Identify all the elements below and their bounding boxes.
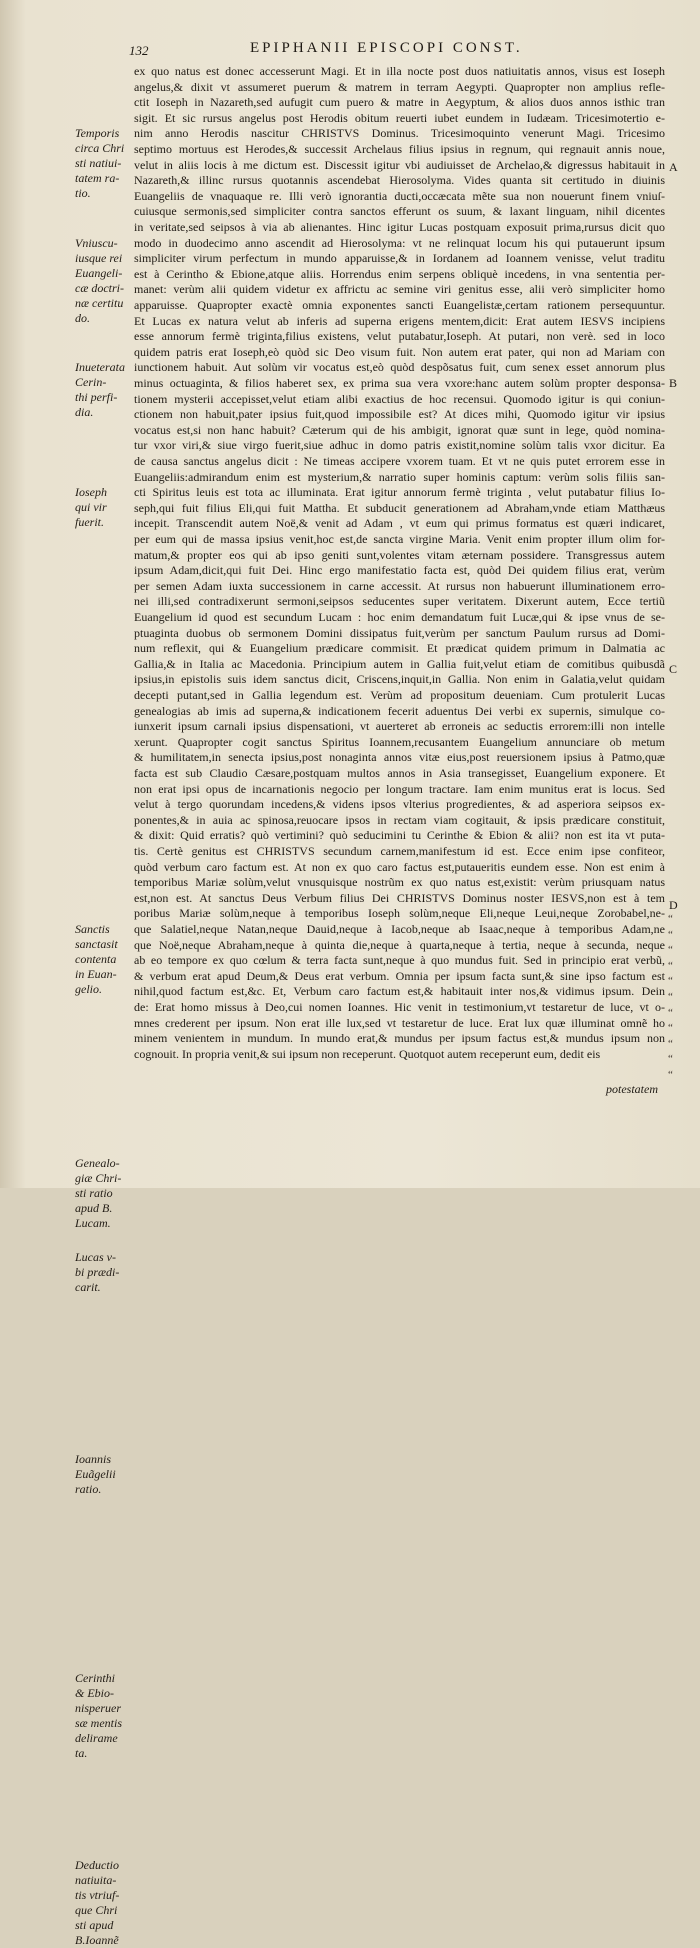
body-line: per eum qui de massa ipsius venit,hoc est,de sancta virgine Maria. Venit enim propter illum olim for- xyxy=(134,532,665,546)
body-line: decepti putant,sed in Gallia legendum est. Verùm ad propositum deueniam. Cum protulerit Lucas xyxy=(134,688,665,702)
body-line: per semen Adam iuxta successionem in carne accessit. At rursus non habuerunt illuminationem erro- xyxy=(134,578,665,593)
body-line: vocatus est,si non hanc habuit? Cæterum qui de his ambigit, ignorat quæ sunt in lege, quòd nomina- xyxy=(134,422,665,437)
body-line: septimo mortuus est Herodes,& successit Archelaus filius ipsius in regnum, qui regnauit annis noue, xyxy=(134,142,665,156)
running-head: EPIPHANII EPISCOPI CONST. xyxy=(250,40,523,56)
body-line: ctit Ioseph in Nazareth,sed aufugit cum puero & matre in Aegyptum, & alios duos annos isthic tran xyxy=(134,95,665,110)
page-number: 132 xyxy=(129,43,149,58)
body-line: est,non est. At sanctus Deus Verbum filius Dei CHRISTVS Dominus noster IESVS,non est à tem xyxy=(134,890,665,905)
body-line: Euangelium id quod est secundum Lucam : hoc enim demandatum fuit Lucæ,qui & ipse vnus de se- xyxy=(134,610,665,624)
body-line: nei illi,sed contradixerunt sermoni,seipsos seducentes super veritatem. Dixerunt autem, Ecce tertiũ xyxy=(134,594,665,609)
body-line: & verbum erat apud Deum,& Deus erat verbum. Omnia per ipsum facta sunt,& sine ipso factum est xyxy=(134,968,665,983)
body-line: cuiusque sermonis,sed simpliciter contra sanctos efferunt os suum, & laxant linguam, nihil dicentes xyxy=(134,204,665,219)
body-line: temporibus Mariæ solùm,velut vnusquisque nostrũm ex quo natus est,existit: verùm priusquam natus xyxy=(134,875,665,890)
body-line: Euangeliis:admirandum enim est mysterium,& narratio super hominis captum: verùm solis filiis san- xyxy=(134,469,665,484)
margin-note: Ioseph qui vir fuerit. xyxy=(75,485,107,530)
body-line: num reflexit, qui & Euangelium prædicare commisit. Et prædicat quidem primum in Dalmatia ac xyxy=(134,641,665,656)
body-line: que Noë,neque Abraham,neque à quinta die,neque à quarta,neque à tertia, neque à secunda, neque xyxy=(134,937,665,952)
margin-note: Deductio natiuita- tis vtriuf- que Chri sti apud B.Ioannẽ xyxy=(75,1858,120,1947)
catchword: potestatem xyxy=(606,1082,658,1096)
body-line: xerunt. Quapropter cogit sanctus Spiritus Ioannem,recusantem Euangelium annunciare ob metum xyxy=(134,734,665,749)
margin-note: Sanctis sanctasit contenta in Euan- gelio. xyxy=(75,922,118,996)
body-line: & dixit: Quid erratis? quò vertimini? quò seducimini tu Cerinthe & Ebion & alii? non est ita vt puta- xyxy=(134,828,665,843)
body-line: que Salatiel,neque Natan,neque Dauid,neque à Iacob,neque ab Isaac,neque à temporibus Adam,ne xyxy=(134,922,665,936)
body-line: poribus Mariæ solùm,neque à temporibus Ioseph solùm,neque Eli,neque Leui,neque Zorobabel,ne- xyxy=(134,906,665,921)
body-line: minus octuaginta, & filios haberet sex, ex prima sua vera vxore:hanc autem solùm propter desponsa- xyxy=(134,376,665,390)
section-letter: B xyxy=(669,376,678,390)
body-line: cti Spiritus leuis est tota ac illuminata. Erat igitur annorum fermè triginta , velut putabatur filius Io- xyxy=(134,485,665,500)
body-line: de causa sanctus angelus dicit : Ne timeas accipere vxorem tuam. Et vt ne quis putet errorem esse in xyxy=(134,454,665,468)
body-line: tur vxor viri,& siue virgo fuerit,siue adhuc in domo patris existit,nomine solùm talis vxor dicitur. Ea xyxy=(134,438,665,453)
body-line: ex quo natus est donec accesserunt Magi. Et in illa nocte post duos natiuitatis annos, visus est Ioseph xyxy=(134,64,665,78)
body-line: ipsius,in epistolis suis idem sanctus dicit, Criscens,inquit,in Gallia. Non enim in Galatia,velut quidam xyxy=(134,672,665,687)
margin-note: Cerinthi & Ebio- nisperuer sæ mentis delirame ta. xyxy=(75,1670,123,1760)
body-line: mnes crederent per ipsum. Non erat ille lux,sed vt testaretur de luce. Erat lux quæ illuminat omnẽ ho xyxy=(134,1015,665,1030)
body-line: facta est sub Claudio Cæsare,postquam multos annos in Asia transegisset, Euangelium exponere. Et xyxy=(134,766,665,780)
section-letter: D xyxy=(669,898,678,912)
margin-note: Genealo- giæ Chri- sti ratio apud B. Lucam. xyxy=(75,1156,122,1230)
body-line: non erat ipsi opus de incarnationis negocio per longum tractare. Iam enim munitus erat is locus. Sed xyxy=(134,781,665,796)
body-line: quòd verbum caro factum est. At non ex quo caro factus est,putaueritis eundem esse. Non est enim à xyxy=(134,859,665,874)
body-line: nim anno Herodis nascitur CHRISTVS Dominus. Tricesimoquinto venerunt Magi. Tricesimo xyxy=(134,126,665,141)
body-line: quidem patris erat Ioseph,eò quòd sic Deo visum fuit. Non autem erat pater, qui non ad Mariam con xyxy=(134,344,665,359)
body-line: seph,qui fuit filius Eli,qui fuit Mattha. Et subducit generationem ad Abraham,vnde etiam Matthæus xyxy=(134,500,665,515)
body-line: in veritate,sed seipsos à via ab alienantes. Hinc igitur Lucas postquam exposuit prima,rursus dicit quo xyxy=(134,220,665,234)
body-line: angelus,& dixit vt assumeret puerum & matrem in terram Aegypti. Quapropter non amplius refle- xyxy=(134,79,665,94)
body-line: manet: verùm alii quidem videtur ex affrictu ac semine viri genitus esse, alii verò simpliciter homo xyxy=(134,282,665,297)
body-line: iunxerit ipsum carnali ipsius dispensationi, vt auerteret ab erroneis ac seductis errorem:illi non intelle xyxy=(134,719,665,734)
body-line: de: Erat homo missus à Deo,cui nomen Ioannes. Hic venit in testimonium,vt testaretur de luce, vt o- xyxy=(134,1000,665,1014)
body-line: tis. Certè genitus est CHRISTVS secundum carnem,manifestum id est. Ecce enim ipse confiteor, xyxy=(134,844,665,858)
body-line: Et Lucas ex natura velut ab inferis ad superna erigens mentem,dicit: Erat autem IESVS incipiens xyxy=(134,313,665,328)
body-line: incepit. Transcendit autem Noë,& venit ad Adam , vt eum qui primus formatus est quæri indicaret, xyxy=(134,516,665,531)
body-line: nihil,quod factum est,&c. Et, Verbum caro factum est,& habitauit inter nos,& vidimus ipsum. Dein xyxy=(134,984,665,999)
margin-note: Lucas v- bi prædi- carit. xyxy=(75,1249,120,1294)
margin-note: Vniuscu- iusque rei Euangeli- cæ doctri- næ certitu do. xyxy=(75,235,124,325)
body-line: & humilitatem,in senecta ipsius,post nonaginta annos vitæ eius,post reuersionem ipsius à Patmo,quæ xyxy=(134,750,665,765)
body-line: modo in duodecimo anno ascendit ad Hierosolyma: vt ne relinquat locum his qui putauerunt ipsum xyxy=(134,235,665,250)
quote-marks: “ “ “ “ “ “ “ “ “ “ “ xyxy=(668,913,673,1081)
body-line: ctionem non habuit,pater ipsius fuit,quod impossibile est? At dices mihi, Quomodo igitur vir ipsius xyxy=(134,407,665,422)
body-line: ab eo tempore ex quo cœlum & terra facta sunt,neque à quo mundus fuit. Sed in principio erat verbũ, xyxy=(134,953,665,968)
body-line: Gallia,& in Italia ac Macedonia. Principium autem in Gallia fuit,velut etiam de comitibus quibusdã xyxy=(134,656,665,671)
body-line: ptuaginta duobus ob sermonem Domini dissipatus fuit,verùm per sanctum Paulum rursus ad Domi- xyxy=(134,625,665,640)
body-line: velut à tergo quorundam incedens,& videns ipsos vlterius progredientes, & ad asperiora seipsos ex- xyxy=(134,797,665,812)
body-line: minem venientem in mundum. In mundo erat,& mundus per ipsum factus est,& mundus ipsum non xyxy=(134,1031,665,1046)
margin-note: Temporis circa Chri sti natiui- tatem ra- tio. xyxy=(75,126,125,201)
body-line: cognouit. In propria venit,& sui ipsum non receperunt. Quotquot autem receperunt eum, dedit eis xyxy=(134,1046,601,1061)
body-line: Euangeliis de vnaquaque re. Illi verò ignorantia ducti,occæcata mẽte sua non nouerunt finem vniuſ- xyxy=(134,188,665,203)
body-line: ponentes,& in auia ac spinosa,reuocare ipsos in rectam viam cogitauit, & ipsis prædicare constituit, xyxy=(134,812,665,827)
body-line: apparuisse. Quapropter exactè omnia exponentes sancti Euangelistæ,certam rationem persequuntur. xyxy=(134,298,665,312)
body-line: genealogias ab imis ad superna,& indicationem fecerit aduentus Dei verbi ex supernis, simulque co- xyxy=(134,703,665,718)
margin-note: Ioannis Euãgelii ratio. xyxy=(75,1452,116,1497)
body-line: esse annorum fermè triginta,filius existens, velut putabatur,Ioseph. At putari, non verè. sed in loco xyxy=(134,329,665,344)
body-line: iunctionem habuit. Aut solùm vir vocatus est,eò quòd despõsatus fuit, cum senex esset annorum plus xyxy=(134,360,665,375)
body-line: tionem mysterii accepisset,velut etiam alibi exactius de hoc recensui. Quomodo igitur is qui coniun- xyxy=(134,391,665,406)
body-line: ipsum Adam,dicit,qui fuit Dei. Hinc ergo manifestatio facta est, quòd Dei quidem filius erat, verùm xyxy=(134,563,665,578)
section-letter: C xyxy=(669,662,678,676)
section-letter: A xyxy=(669,160,678,174)
body-line: simpliciter virum perfectum in mundo apparuisse,& in Iordanem ad Ioannem venisse, velut traditu xyxy=(134,251,665,266)
body-line: matum,& propter eos qui ab ipso geniti sunt,volentes vitam æternam possidere. Transgressus autem xyxy=(134,547,665,562)
margin-note: Inueterata Cerin- thi perfi- dia. xyxy=(75,360,125,420)
body-line: velut in aliis locis à me dictum est. Discessit igitur vbi audiuisset de Archelao,& digressus habitauit in xyxy=(134,157,665,172)
body-line: sigit. Et sic rursus angelus post Herodis obitum reuerti iubet eundem in Iudæam. Tricesimotertio e- xyxy=(134,110,665,125)
body-line: Nazareth,& illinc rursus quotannis ascendebat Hierosolyma. Vides quanta sit certitudo in diuinis xyxy=(134,173,665,188)
body-line: est à Cerintho & Ebione,atque aliis. Horrendus enim serpens obliquè incedens, in vna sententia per- xyxy=(134,266,665,281)
